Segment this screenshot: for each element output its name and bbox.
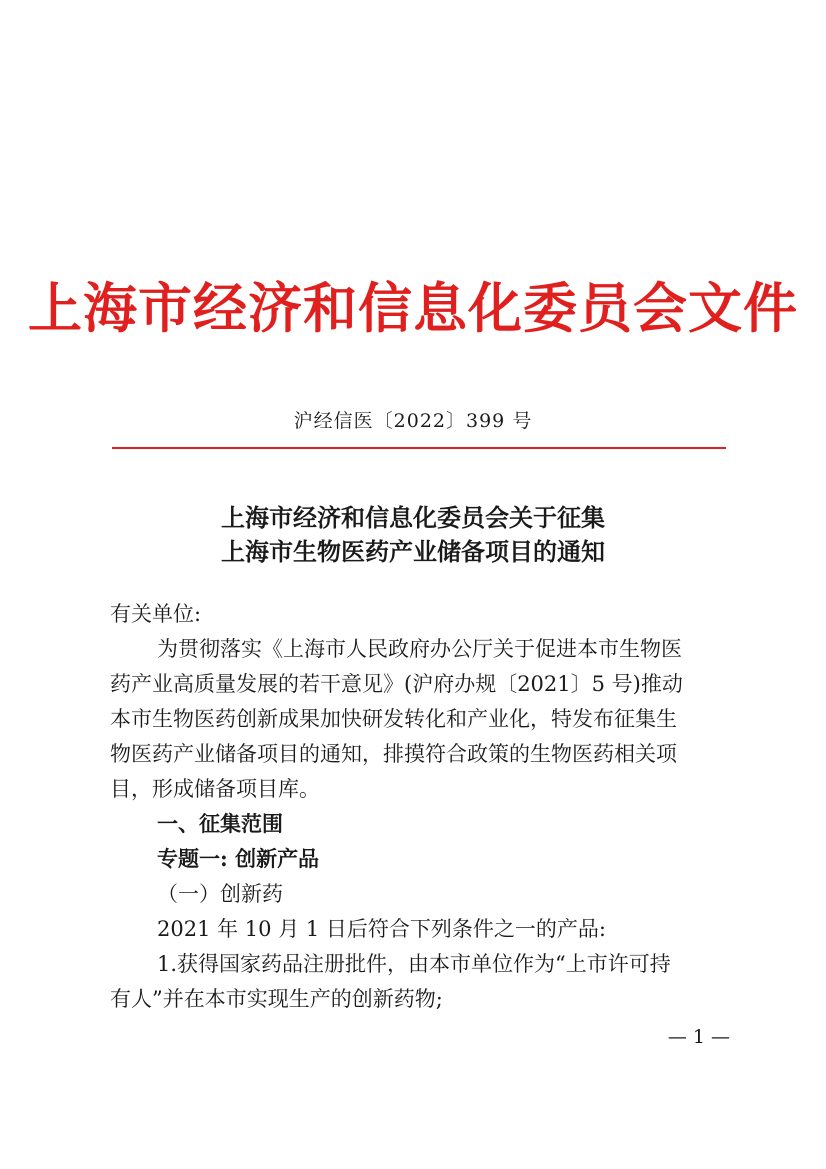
paragraph-line: 物医药产业储备项目的通知，排摸符合政策的生物医药相关项: [110, 742, 677, 766]
salutation: 有关单位:: [110, 602, 202, 626]
page-number: — 1 —: [667, 1026, 730, 1048]
list-item-line: 1.获得国家药品注册批件，由本市单位作为“上市许可持: [157, 952, 671, 976]
section-heading: 一、征集范围: [157, 811, 283, 836]
list-item-line: 有人”并在本市实现生产的创新药物;: [110, 987, 443, 1011]
subsection-heading: （一）创新药: [157, 882, 283, 906]
topic-heading: 专题一: 创新产品: [157, 846, 320, 871]
notice-title-line-2: 上海市生物医药产业储备项目的通知: [221, 537, 605, 566]
document-number: 沪经信医〔2022〕399 号: [293, 410, 533, 432]
paragraph-line: 药产业高质量发展的若干意见》(沪府办规〔2021〕5 号)推动: [110, 672, 683, 696]
paragraph-line: 本市生物医药创新成果加快研发转化和产业化，特发布征集生: [110, 707, 677, 731]
document-header-title: 上海市经济和信息化委员会文件: [28, 276, 798, 340]
notice-title-line-1: 上海市经济和信息化委员会关于征集: [221, 503, 605, 532]
criteria-intro: 2021 年 10 月 1 日后符合下列条件之一的产品:: [157, 917, 606, 941]
red-divider-line: [112, 447, 726, 449]
paragraph-line: 目，形成储备项目库。: [110, 777, 320, 801]
paragraph-line: 为贯彻落实《上海市人民政府办公厅关于促进本市生物医: [157, 637, 682, 661]
